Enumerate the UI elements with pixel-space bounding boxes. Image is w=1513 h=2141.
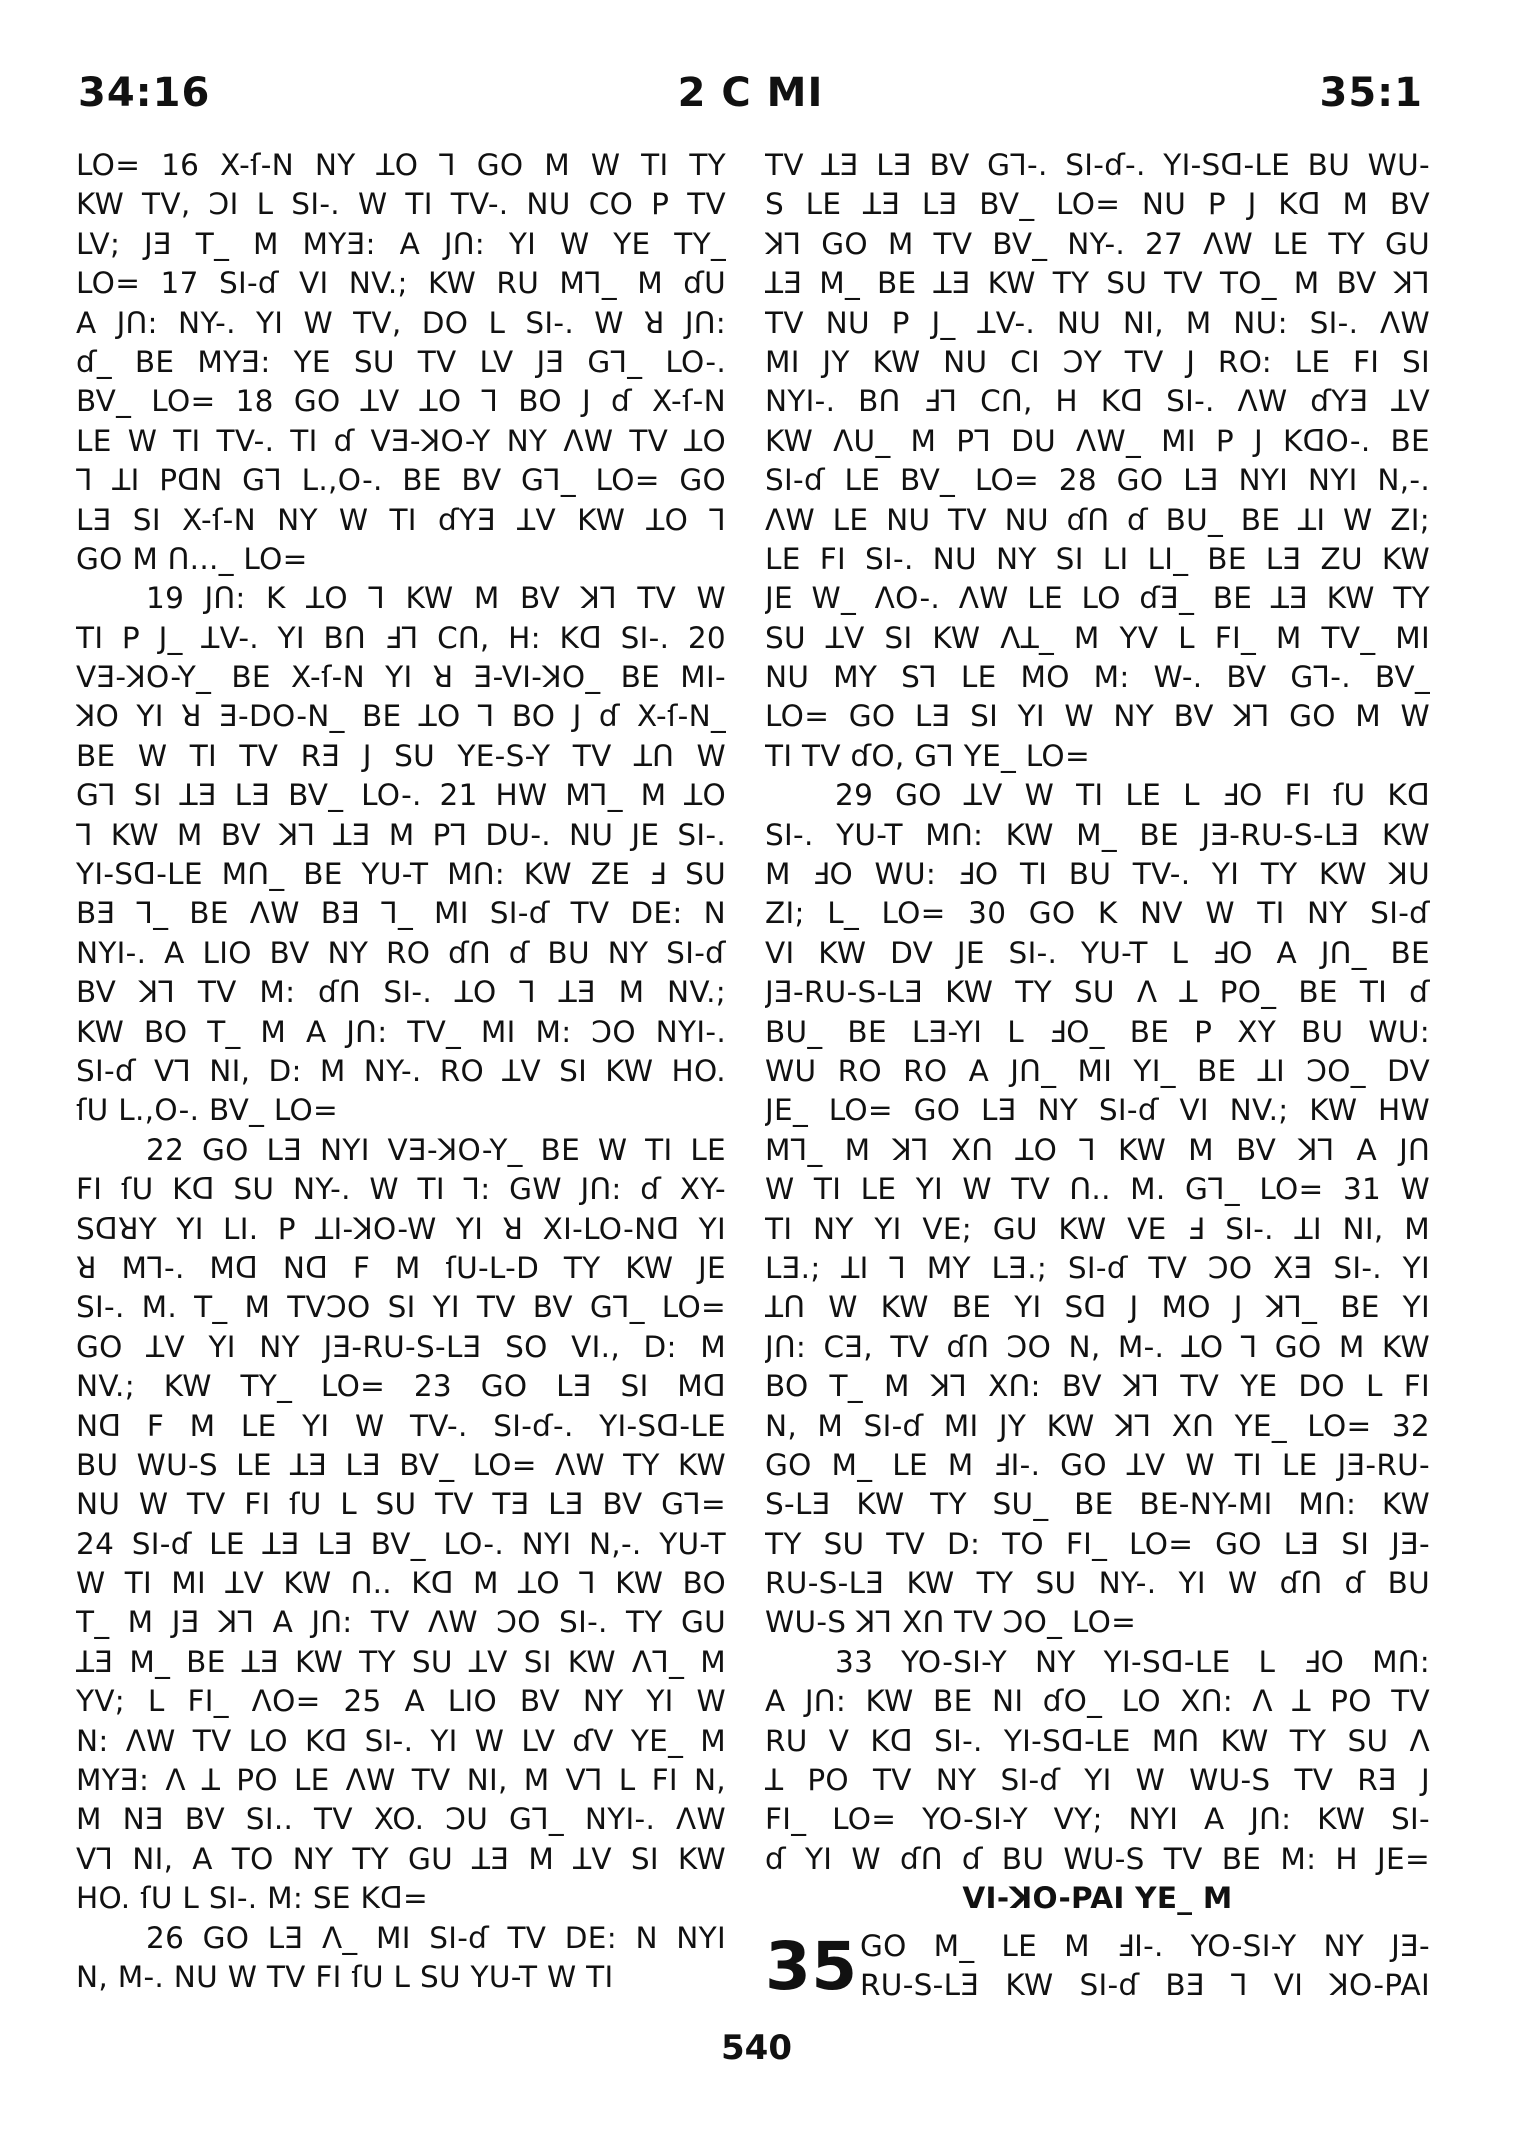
text-line: MI JY KW NU CI ƆY TV J RO: LE FI SI [765,344,1430,379]
text-line: TV NU P J_ ꓕV-. NU NI, M NU: SI-. ɅW [765,305,1430,340]
text-line: N, M SI-ɗ MI JY KW ꓘꓶ XՈ YE_ LO= 32 [765,1408,1430,1443]
text-line: MYƎ: Ʌ ꓕ PO LE ɅW TV NI, M Vꓶ L FI N, [76,1763,726,1798]
text-line: HO. ſU L SI-. M: SE Kᗡ= [76,1881,429,1916]
text-line: ꓕ PO TV NY SI-ɗ YI W WU-S TV RƎ J [765,1763,1430,1798]
text-line: NYI-. A LIO BV NY RO ɗՈ ɗ BU NY SI-ɗ [76,935,726,970]
text-line: M ꓞO WU: ꓞO TI BU TV-. YI TY KW ꓘU [765,857,1430,892]
text-line: 26 GO LƎ Ʌ_ MI SI-ɗ TV DE: N NYI [146,1920,726,1955]
text-line: JƎ-RU-S-LƎ KW TY SU Ʌ ꓕ PO_ BE TI ɗ [765,975,1430,1010]
text-line: SᗡꓤY YI LI. P ꓕI-ꓘO-W YI ꓤ XI-LO-Nᗡ YI [76,1211,726,1246]
text-line: 33 YO-SI-Y NY YI-Sᗡ-LE L ꓞO MՈ: [835,1644,1430,1679]
text-line: 24 SI-ɗ LE ꓕƎ LƎ BV_ LO-. NYI N,-. YU-T [76,1526,726,1561]
text-line: ɗ YI W ɗՈ ɗ BU WU-S TV BE M: H JE= [765,1841,1430,1876]
text-line: ꓕՈ W KW BE YI Sᗡ J MO J ꓘꓶ_ BE YI [765,1290,1430,1325]
text-line: BV_ LO= 18 GO ꓕV ꓕO ꓶ BO J ɗ X-ſ-N [76,384,726,419]
text-line: ɅW LE NU TV NU ɗՈ ɗ BU_ BE ꓕI W ZI; [765,502,1430,537]
left-text-column [76,146,726,1997]
text-line: JՈ: CƎ, TV ɗՈ ƆO N, M-. ꓕO ꓶ GO M KW [765,1329,1430,1364]
text-line: GO M_ LE M ꓞI-. GO ꓕV W TI LE JƎ-RU- [765,1447,1430,1482]
text-line: W TI LE YI W TV Ո.. M. Gꓶ_ LO= 31 W [765,1172,1430,1207]
text-line: KW BO T_ M A JՈ: TV_ MI M: ƆO NYI-. [76,1014,726,1049]
text-line: M NƎ BV SI.. TV XO. ƆU Gꓶ_ NYI-. ɅW [76,1802,726,1837]
page-header [78,70,1423,126]
text-line: SI-. YU-T MՈ: KW M_ BE JƎ-RU-S-LƎ KW [765,817,1430,852]
text-line: ꓶ KW M BV ꓘꓶ ꓕƎ M Pꓶ DU-. NU JE SI-. [76,817,726,852]
text-line: Nᗡ F M LE YI W TV-. SI-ɗ-. YI-Sᗡ-LE [76,1408,726,1443]
text-line: ꓶ ꓕI PᗡN Gꓶ L.,O-. BE BV Gꓶ_ LO= GO [76,463,726,498]
text-line: T_ M JƎ ꓘꓶ A JՈ: TV ɅW ƆO SI-. TY GU [76,1605,726,1640]
text-line: LE W TI TV-. TI ɗ VƎ-ꓘO-Y NY ɅW TV ꓕO [76,423,726,458]
text-line: A JՈ: NY-. YI W TV, DO L SI-. W ꓤ JՈ: [76,305,726,340]
text-line: 29 GO ꓕV W TI LE L ꓞO FI ſU Kᗡ [835,778,1430,813]
section-heading: VI-ꓘO-PAI YE_ M [962,1881,1233,1916]
text-line: TI P J_ ꓕV-. YI BՈ ꓞꓶ CՈ, H: Kᗡ SI-. 20 [76,620,726,655]
text-line: FI ſU Kᗡ SU NY-. W TI ꓶ: GW JՈ: ɗ XY- [76,1172,726,1207]
text-line: TI NY YI VE; GU KW VE ꓞ SI-. ꓕI NI, M [765,1211,1430,1246]
text-line: N, M-. NU W TV FI ſU L SU YU-T W TI [76,1959,614,1994]
chapter-line: GO M_ LE M ꓞI-. YO-SI-Y NY JƎ- [860,1928,1430,1963]
text-line: LO= GO LƎ SI YI W NY BV ꓘꓶ GO M W [765,699,1430,734]
text-line: TV ꓕƎ LƎ BV Gꓶ-. SI-ɗ-. YI-Sᗡ-LE BU WU- [765,148,1430,182]
text-line: BV ꓘꓶ TV M: ɗՈ SI-. ꓕO ꓶ ꓕƎ M NV.; [76,975,726,1010]
text-line: VI KW DV JE SI-. YU-T L ꓞO A JՈ_ BE [765,935,1430,970]
text-line: SI-ɗ Vꓶ NI, D: M NY-. RO ꓕV SI KW HO. [76,1053,726,1088]
text-line: LO= 17 SI-ɗ VI NV.; KW RU Mꓶ_ M ɗU [76,266,726,301]
text-line: TI TV ɗO, Gꓶ YE_ LO= [765,738,1090,773]
text-line: BU WU-S LE ꓕƎ LƎ BV_ LO= ɅW TY KW [76,1447,726,1482]
text-line: ꓕƎ M_ BE ꓕƎ KW TY SU TV TO_ M BV ꓘꓶ [765,266,1430,301]
page-number: 540 [721,2028,792,2068]
text-line: WU-S ꓘꓶ XՈ TV ƆO_ LO= [765,1605,1137,1640]
text-line: VƎ-ꓘO-Y_ BE X-ſ-N YI ꓤ Ǝ-VI-ꓘO_ BE MI- [76,660,726,695]
text-line: BƎ ꓶ_ BE ɅW BƎ ꓶ_ MI SI-ɗ TV DE: N [76,896,726,931]
text-line: Mꓶ_ M ꓘꓶ XՈ ꓕO ꓶ KW M BV ꓘꓶ A JՈ [765,1132,1430,1167]
text-line: JE_ LO= GO LƎ NY SI-ɗ VI NV.; KW HW [765,1093,1430,1128]
text-line: NV.; KW TY_ LO= 23 GO LƎ SI Mᗡ [76,1369,726,1404]
text-line: FI_ LO= YO-SI-Y VY; NYI A JՈ: KW SI- [765,1802,1430,1837]
header-verse-end: 35:1 [1319,70,1423,116]
text-line: BU_ BE LƎ-YI L ꓞO_ BE P XY BU WU: [765,1014,1430,1049]
text-line: YV; L FI_ ɅO= 25 A LIO BV NY YI W [76,1684,726,1719]
chapter-start [765,1927,1430,2006]
right-text-column [765,146,1430,2005]
text-line: NU W TV FI ſU L SU TV TƎ LƎ BV Gꓶ= [76,1487,726,1522]
text-line: ꓘꓶ GO M TV BV_ NY-. 27 ɅW LE TY GU [765,226,1430,261]
text-line: SU ꓕV SI KW Ʌꓕ_ M YV L FI_ M TV_ MI [765,620,1430,655]
text-line: LE FI SI-. NU NY SI LI LI_ BE LƎ ZU KW [765,541,1430,576]
text-line: ZI; L_ LO= 30 GO K NV W TI NY SI-ɗ [765,896,1430,931]
text-line: ꓕƎ M_ BE ꓕƎ KW TY SU ꓕV SI KW Ʌꓶ_ M [76,1644,726,1679]
text-line: ſU L.,O-. BV_ LO= [76,1093,339,1128]
text-line: TY SU TV D: TO FI_ LO= GO LƎ SI JƎ- [765,1526,1430,1561]
text-line: Vꓶ NI, A TO NY TY GU ꓕƎ M ꓕV SI KW [76,1841,726,1876]
text-line: WU RO RO A JՈ_ MI YI_ BE ꓕI ƆO_ DV [765,1053,1430,1088]
chapter-number: 35 [765,1927,858,2005]
text-line: RU-S-LƎ KW TY SU NY-. YI W ɗՈ ɗ BU [765,1566,1430,1601]
text-line: SI-ɗ LE BV_ LO= 28 GO LƎ NYI NYI N,-. [765,463,1430,498]
text-line: 19 JՈ: K ꓕO ꓶ KW M BV ꓘꓶ TV W [146,581,726,616]
text-line: KW ɅU_ M Pꓶ DU ɅW_ MI P J KᗡO-. BE [765,423,1430,458]
text-line: JE W_ ɅO-. ɅW LE LO ɗƎ_ BE ꓕƎ KW TY [765,581,1430,616]
text-line: YI-Sᗡ-LE MՈ_ BE YU-T MՈ: KW ZE ꓞ SU [76,857,726,892]
text-line: LO= 16 X-ſ-N NY ꓕO ꓶ GO M W TI TY [76,148,726,182]
text-line: GO M Ո..._ LO= [76,541,308,576]
text-line: S LE ꓕƎ LƎ BV_ LO= NU P J Kᗡ M BV [765,187,1430,222]
text-line: NU MY Sꓶ LE MO M: W-. BV Gꓶ-. BV_ [765,660,1430,695]
text-line: LƎ SI X-ſ-N NY W TI ɗYƎ ꓕV KW ꓕO ꓶ [76,502,726,537]
header-book-title: 2 C MI [677,70,824,116]
text-line: LV; JƎ T_ M MYƎ: A JՈ: YI W YE TY_ [76,226,726,261]
header-verse-start: 34:16 [78,70,211,116]
right-text-lines [765,146,1430,1879]
text-line: RU V Kᗡ SI-. YI-Sᗡ-LE MՈ KW TY SU Ʌ [765,1723,1430,1758]
text-line: A JՈ: KW BE NI ɗO_ LO XՈ: Ʌ ꓕ PO TV [765,1684,1430,1719]
text-line: ꓘO YI ꓤ Ǝ-DO-N_ BE ꓕO ꓶ BO J ɗ X-ſ-N_ [76,699,726,734]
text-line: SI-. M. T_ M TVƆO SI YI TV BV Gꓶ_ LO= [76,1290,726,1325]
text-line: ɗ_ BE MYƎ: YE SU TV LV JƎ Gꓶ_ LO-. [76,344,726,379]
text-line: LƎ.; ꓕI ꓶ MY LƎ.; SI-ɗ TV ƆO XƎ SI-. YI [765,1250,1430,1285]
text-line: N: ɅW TV LO Kᗡ SI-. YI W LV ɗV YE_ M [76,1723,726,1758]
text-line: 22 GO LƎ NYI VƎ-ꓘO-Y_ BE W TI LE [146,1132,726,1167]
text-line: BO T_ M ꓘꓶ XՈ: BV ꓘꓶ TV YE DO L FI [765,1369,1430,1404]
text-line: GO ꓕV YI NY JƎ-RU-S-LƎ SO VI., D: M [76,1329,726,1364]
text-line: BE W TI TV RƎ J SU YE-S-Y TV ꓕՈ W [76,738,726,773]
text-line: ꓤ Mꓶ-. Mᗡ Nᗡ F M ſU-L-D TY KW JE [76,1250,726,1285]
text-line: NYI-. BՈ ꓞꓶ CՈ, H Kᗡ SI-. ɅW ɗYƎ ꓕV [765,384,1430,419]
text-line: Gꓶ SI ꓕƎ LƎ BV_ LO-. 21 HW Mꓶ_ M ꓕO [76,778,726,813]
text-line: S-LƎ KW TY SU_ BE BE-NY-MI MՈ: KW [765,1487,1430,1522]
chapter-line: RU-S-LƎ KW SI-ɗ BƎ ꓶ VI ꓘO-PAI [860,1967,1430,2002]
text-line: KW TV, ƆI L SI-. W TI TV-. NU CO P TV [76,187,726,222]
text-line: W TI MI ꓕV KW Ո.. Kᗡ M ꓕO ꓶ KW BO [76,1566,726,1601]
